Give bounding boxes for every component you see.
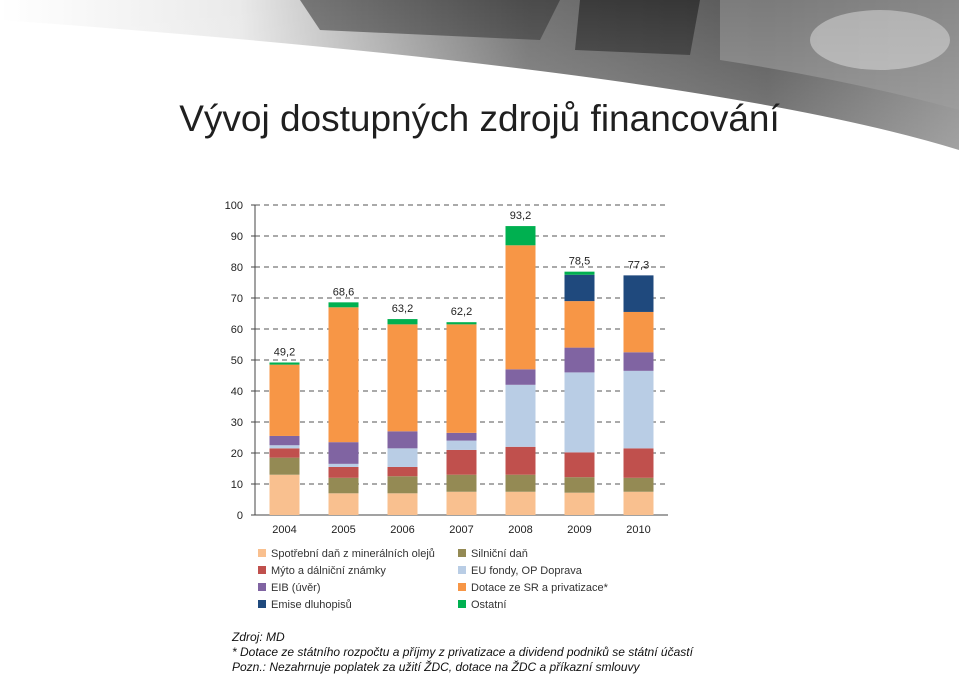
- x-tick-label: 2008: [508, 524, 533, 536]
- bar-segment-eu-2007: [447, 441, 477, 450]
- legend-label: Spotřební daň z minerálních olejů: [271, 548, 435, 560]
- bar-segment-myto-2007: [447, 450, 477, 475]
- bar-segment-eu-2010: [624, 371, 654, 449]
- bar-segment-myto-2006: [388, 467, 418, 476]
- bar-segment-silnicni-2007: [447, 475, 477, 492]
- bar-segment-eib-2005: [329, 442, 359, 464]
- bar-segment-silnicni-2010: [624, 478, 654, 492]
- bar-segment-eu-2008: [506, 385, 536, 447]
- bar-segment-myto-2008: [506, 447, 536, 475]
- y-tick-label: 100: [224, 200, 243, 212]
- legend-label: EU fondy, OP Doprava: [471, 565, 582, 577]
- x-tick-label: 2009: [567, 524, 592, 536]
- bar-segment-eib-2006: [388, 431, 418, 448]
- bar-segment-silnicni-2009: [565, 477, 595, 493]
- bar-segment-emise-2010: [624, 275, 654, 312]
- bar-segment-ostatni-2004: [270, 362, 300, 364]
- legend-item: [458, 582, 608, 594]
- bar-segment-emise-2009: [565, 275, 595, 301]
- bar-segment-myto-2005: [329, 467, 359, 478]
- y-tick-label: 10: [230, 479, 243, 491]
- bar-segment-dotace-2009: [565, 301, 595, 348]
- bar-segment-silnicni-2008: [506, 475, 536, 492]
- bar-segment-eu-2004: [270, 445, 300, 448]
- x-tick-label: 2006: [390, 524, 415, 536]
- bar-segment-dotace-2006: [388, 324, 418, 431]
- stacked-bar-chart: [0, 190, 959, 540]
- y-tick-label: 0: [236, 510, 243, 522]
- x-tick-label: 2010: [626, 524, 651, 536]
- source-note: Zdroj: MD: [232, 630, 285, 644]
- legend-item: [258, 565, 386, 577]
- bar-segment-myto-2010: [624, 448, 654, 477]
- x-tick-label: 2004: [272, 524, 297, 536]
- bar-segment-silnicni-2005: [329, 478, 359, 494]
- bar-segment-dotace-2007: [447, 324, 477, 433]
- legend-swatch: [458, 549, 466, 557]
- bar-segment-myto-2009: [565, 452, 595, 477]
- footnote-pozn: Pozn.: Nezahrnuje poplatek za užití ŽDC, dotace na ŽDC a příkazní smlouvy: [232, 660, 640, 674]
- bar-segment-ostatni-2009: [565, 272, 595, 275]
- bar-total-label: 63,2: [391, 303, 414, 316]
- y-tick-label: 90: [230, 231, 243, 243]
- bar-segment-eib-2008: [506, 369, 536, 385]
- legend-swatch: [458, 566, 466, 574]
- footnote-dotace: * Dotace ze státního rozpočtu a příjmy z privatizace a dividend podniků se státní účastí: [232, 645, 693, 659]
- bar-total-label: 62,2: [450, 306, 473, 319]
- bar-total-label: 77,3: [627, 259, 650, 272]
- legend-label: Dotace ze SR a privatizace*: [471, 582, 608, 594]
- legend-label: Ostatní: [471, 599, 507, 611]
- bar-segment-eib-2004: [270, 436, 300, 445]
- bar-segment-dotace-2010: [624, 312, 654, 352]
- footnotes: [232, 630, 693, 675]
- bar-total-label: 68,6: [332, 286, 355, 299]
- bar-segment-ostatni-2008: [506, 226, 536, 245]
- bar-segment-eib-2009: [565, 348, 595, 373]
- bar-segment-ostatni-2006: [388, 319, 418, 324]
- legend-swatch: [258, 566, 266, 574]
- bar-segment-dotace-2005: [329, 307, 359, 442]
- bar-segment-spotrebni-2006: [388, 493, 418, 515]
- bar-segment-eib-2007: [447, 433, 477, 441]
- bar-segment-ostatni-2007: [447, 322, 477, 324]
- legend-swatch: [458, 600, 466, 608]
- y-tick-label: 30: [230, 417, 243, 429]
- bar-segment-silnicni-2004: [270, 458, 300, 475]
- y-tick-label: 20: [230, 448, 243, 460]
- bar-segment-dotace-2008: [506, 245, 536, 369]
- legend-item: [458, 565, 582, 577]
- x-tick-label: 2007: [449, 524, 474, 536]
- bar-segment-eu-2006: [388, 448, 418, 467]
- legend-label: Silniční daň: [471, 548, 528, 560]
- bar-segment-dotace-2004: [270, 365, 300, 436]
- bar-total-label: 78,5: [568, 255, 591, 268]
- legend-label: Emise dluhopisů: [271, 599, 352, 611]
- bar-segment-spotrebni-2004: [270, 475, 300, 515]
- bar-segment-eu-2009: [565, 372, 595, 452]
- bar-segment-spotrebni-2005: [329, 493, 359, 515]
- bar-total-label: 93,2: [509, 210, 532, 223]
- bar-segment-eu-2005: [329, 464, 359, 467]
- legend-item: [458, 548, 528, 560]
- legend-item: [258, 582, 321, 594]
- bar-segment-myto-2004: [270, 448, 300, 457]
- bar-segment-silnicni-2006: [388, 476, 418, 493]
- legend-item: [258, 548, 435, 560]
- legend-item: [458, 599, 506, 611]
- page-title: Vývoj dostupných zdrojů financování: [179, 98, 780, 139]
- legend-swatch: [258, 549, 266, 557]
- bar-segment-spotrebni-2008: [506, 492, 536, 515]
- y-tick-label: 60: [230, 324, 243, 336]
- bar-segment-ostatni-2005: [329, 302, 359, 307]
- y-tick-label: 70: [230, 293, 243, 305]
- y-tick-label: 50: [230, 355, 243, 367]
- legend-item: [258, 599, 352, 611]
- chart-bars: [270, 226, 654, 515]
- legend-label: EIB (úvěr): [271, 582, 321, 594]
- legend-swatch: [458, 583, 466, 591]
- legend-swatch: [258, 583, 266, 591]
- bar-total-label: 49,2: [273, 346, 296, 359]
- y-tick-label: 80: [230, 262, 243, 274]
- legend-swatch: [258, 600, 266, 608]
- bar-segment-spotrebni-2009: [565, 493, 595, 515]
- bar-segment-spotrebni-2010: [624, 492, 654, 515]
- x-tick-label: 2005: [331, 524, 356, 536]
- bar-segment-eib-2010: [624, 352, 654, 371]
- y-tick-label: 40: [230, 386, 243, 398]
- bar-segment-spotrebni-2007: [447, 492, 477, 515]
- legend-label: Mýto a dálniční známky: [271, 565, 386, 577]
